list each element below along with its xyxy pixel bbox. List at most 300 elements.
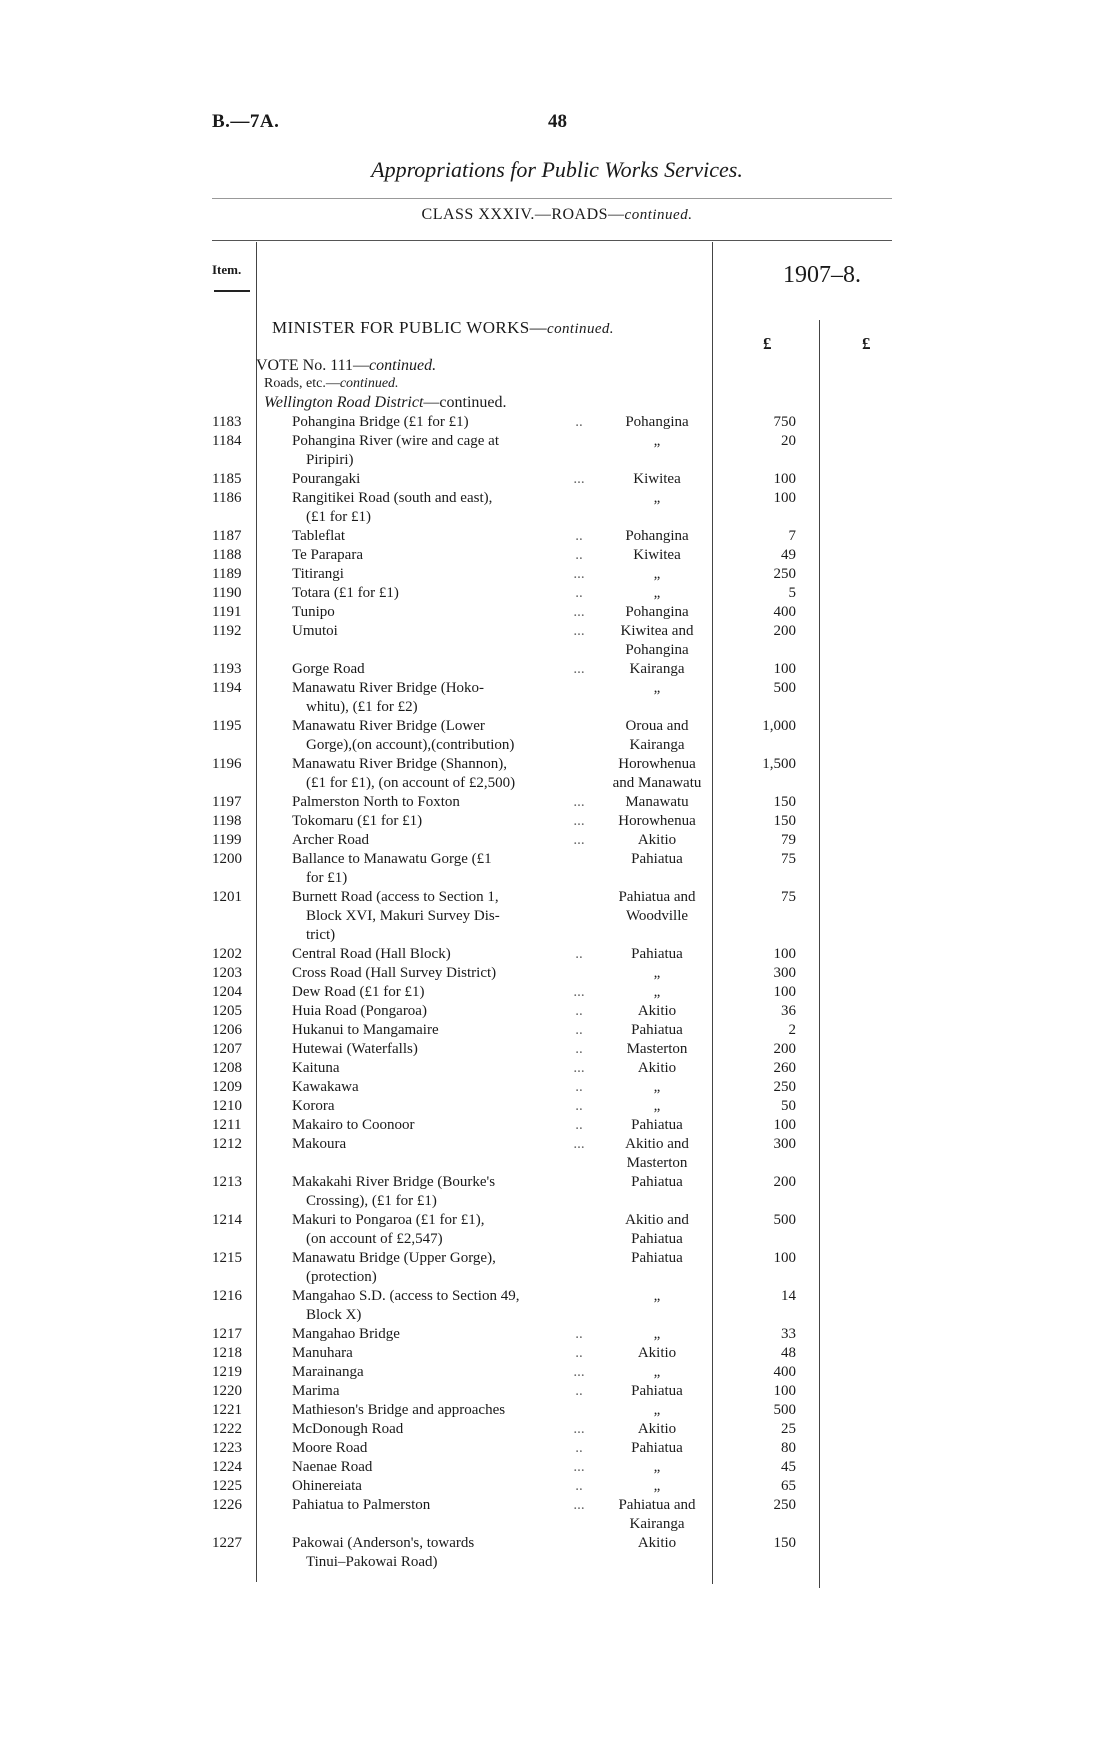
district-line: Akitio — [637, 1535, 677, 1551]
item-description — [292, 584, 594, 603]
description-line: Mangahao Bridge — [292, 1326, 400, 1342]
item-description — [292, 1401, 594, 1420]
item-description — [292, 964, 594, 983]
table-row — [212, 1458, 912, 1477]
table-row — [212, 1021, 912, 1040]
district-line: Pahiatua and — [618, 1497, 696, 1513]
district-line: Pohangina — [625, 604, 689, 620]
item-amount: 200 — [773, 623, 796, 639]
description-line: Archer Road — [292, 832, 370, 848]
district-line: Pahiatua — [631, 1250, 683, 1266]
description-line: McDonough Road — [292, 1421, 404, 1437]
vote-heading-cont: continued. — [369, 357, 437, 374]
table-row — [212, 1382, 912, 1401]
item-amount: 400 — [773, 604, 796, 620]
item-description — [292, 1363, 594, 1382]
description-line: for £1) — [306, 870, 348, 886]
item-amount: 250 — [773, 1079, 796, 1095]
item-description — [292, 1078, 594, 1097]
leader-dots: .. — [575, 585, 583, 601]
pound-sign-column-2: £ — [862, 334, 871, 353]
item-number: 1223 — [212, 1440, 242, 1456]
item-number: 1184 — [212, 433, 242, 449]
description-line: Palmerston North to Foxton — [292, 794, 460, 810]
leader-dots: ... — [573, 1497, 585, 1513]
leader-dots: .. — [575, 1326, 583, 1342]
item-amount: 100 — [773, 471, 796, 487]
district-line: Kairanga — [629, 737, 685, 753]
description-line: Tunipo — [292, 604, 335, 620]
item-number: 1224 — [212, 1459, 242, 1475]
item-number: 1194 — [212, 680, 242, 696]
description-line: Dew Road (£1 for £1) — [292, 984, 425, 1000]
item-amount: 75 — [781, 851, 796, 867]
item-number: 1226 — [212, 1497, 242, 1513]
table-row — [212, 527, 912, 546]
leader-dots: .. — [575, 1003, 583, 1019]
pound-sign-column-1: £ — [763, 334, 772, 353]
item-amount: 1,500 — [762, 756, 796, 772]
item-description — [292, 850, 594, 888]
item-number: 1203 — [212, 965, 242, 981]
district-line: „ — [653, 1288, 661, 1304]
item-number: 1206 — [212, 1022, 242, 1038]
district-line: „ — [653, 566, 661, 582]
section-heading-main: MINISTER FOR PUBLIC WORKS— — [272, 318, 548, 337]
item-number: 1208 — [212, 1060, 242, 1076]
item-number: 1207 — [212, 1041, 242, 1057]
description-line: whitu), (£1 for £2) — [306, 699, 418, 715]
item-description — [292, 1249, 594, 1287]
item-description — [292, 1287, 594, 1325]
table-row — [212, 888, 912, 945]
description-line: Rangitikei Road (south and east), — [292, 490, 493, 506]
district-line: „ — [653, 1326, 661, 1342]
item-description — [292, 1420, 594, 1439]
item-amount: 300 — [773, 1136, 796, 1152]
table-row — [212, 413, 912, 432]
description-line: Cross Road (Hall Survey District) — [292, 965, 497, 981]
description-line: Te Parapara — [292, 547, 363, 563]
item-column-header: Item. — [212, 262, 242, 277]
description-line: Makakahi River Bridge (Bourke's — [292, 1174, 496, 1190]
item-number: 1197 — [212, 794, 242, 810]
item-description — [292, 489, 594, 527]
leader-dots: .. — [575, 1041, 583, 1057]
description-line: Naenae Road — [292, 1459, 373, 1475]
table-row — [212, 964, 912, 983]
page-title: Appropriations for Public Works Services. — [371, 157, 743, 182]
district-heading-main: Wellington Road District — [264, 394, 424, 411]
item-description — [292, 1534, 594, 1572]
item-description — [292, 1496, 594, 1515]
item-description — [292, 1211, 594, 1249]
item-amount: 65 — [781, 1478, 796, 1494]
description-line: Block X) — [306, 1307, 362, 1323]
description-line: Burnett Road (access to Section 1, — [292, 889, 499, 905]
description-line: Kawakawa — [292, 1079, 359, 1095]
description-line: (£1 for £1) — [306, 509, 371, 525]
item-description — [292, 1477, 594, 1496]
table-row — [212, 565, 912, 584]
item-amount: 100 — [773, 1383, 796, 1399]
item-description — [292, 1059, 594, 1078]
leader-dots: .. — [575, 1478, 583, 1494]
table-row — [212, 1287, 912, 1325]
item-amount: 75 — [781, 889, 796, 905]
item-number: 1185 — [212, 471, 242, 487]
item-description — [292, 812, 594, 831]
leader-dots: ... — [573, 984, 585, 1000]
item-amount: 250 — [773, 1497, 796, 1513]
table-row — [212, 1078, 912, 1097]
item-amount: 25 — [781, 1421, 796, 1437]
year-column-header: 1907–8. — [783, 262, 861, 288]
table-row — [212, 546, 912, 565]
item-number: 1219 — [212, 1364, 242, 1380]
description-line: Central Road (Hall Block) — [292, 946, 451, 962]
item-number: 1214 — [212, 1212, 242, 1228]
leader-dots: .. — [575, 1345, 583, 1361]
item-description — [292, 413, 594, 432]
description-line: Block XVI, Makuri Survey Dis- — [306, 908, 500, 924]
item-amount: 500 — [773, 680, 796, 696]
item-amount: 2 — [788, 1022, 796, 1038]
item-number: 1227 — [212, 1535, 242, 1551]
district-line: Pahiatua — [631, 851, 683, 867]
item-amount: 36 — [781, 1003, 796, 1019]
appropriation-items — [212, 413, 912, 1572]
district-line: „ — [653, 585, 661, 601]
item-number: 1215 — [212, 1250, 242, 1266]
leader-dots: .. — [575, 1022, 583, 1038]
item-description — [292, 1439, 594, 1458]
item-description — [292, 1173, 594, 1211]
description-line: Tokomaru (£1 for £1) — [292, 813, 423, 829]
description-line: Umutoi — [292, 623, 338, 639]
item-amount: 150 — [773, 1535, 796, 1551]
description-line: Huia Road (Pongaroa) — [292, 1003, 427, 1019]
item-description — [292, 1040, 594, 1059]
item-number: 1192 — [212, 623, 242, 639]
item-description — [292, 755, 594, 793]
item-description — [292, 1382, 594, 1401]
item-amount: 48 — [781, 1345, 796, 1361]
table-row — [212, 432, 912, 470]
vote-heading-main: VOTE No. 111— — [256, 357, 370, 374]
section-heading-cont: continued. — [547, 321, 614, 337]
table-row — [212, 1002, 912, 1021]
district-line: Horowhenua — [618, 813, 696, 829]
table-row — [212, 679, 912, 717]
description-line: Manawatu River Bridge (Lower — [292, 718, 485, 734]
item-number: 1211 — [212, 1117, 242, 1133]
item-amount: 150 — [773, 794, 796, 810]
leader-dots: .. — [575, 528, 583, 544]
roads-heading-main: Roads, etc.— — [264, 376, 340, 391]
leader-dots: ... — [573, 566, 585, 582]
district-line: Kiwitea — [633, 547, 681, 563]
description-line: Gorge Road — [292, 661, 365, 677]
table-row — [212, 1249, 912, 1287]
table-row — [212, 1097, 912, 1116]
item-number: 1183 — [212, 414, 242, 430]
table-row — [212, 1344, 912, 1363]
district-line: Akitio — [637, 1345, 677, 1361]
item-amount: 100 — [773, 490, 796, 506]
district-line: Pohangina — [625, 414, 689, 430]
leader-dots: .. — [575, 1383, 583, 1399]
item-description — [292, 470, 594, 489]
district-line: „ — [653, 1459, 661, 1475]
district-line: Kiwitea and — [620, 623, 694, 639]
item-description — [292, 945, 594, 964]
leader-dots: .. — [575, 1117, 583, 1133]
leader-dots: ... — [573, 604, 585, 620]
table-row — [212, 1420, 912, 1439]
leader-dots: ... — [573, 1136, 585, 1152]
item-number: 1199 — [212, 832, 242, 848]
item-number: 1188 — [212, 547, 242, 563]
district-line: „ — [653, 1478, 661, 1494]
item-description — [292, 831, 594, 850]
district-line: Pahiatua — [631, 1231, 683, 1247]
district-line: Horowhenua — [618, 756, 696, 772]
district-line: Manawatu — [625, 794, 689, 810]
item-amount: 5 — [788, 585, 796, 601]
document-reference: B.—7A. — [212, 111, 280, 132]
item-description — [292, 1116, 594, 1135]
item-amount: 300 — [773, 965, 796, 981]
item-description — [292, 1135, 594, 1154]
item-description — [292, 660, 594, 679]
item-amount: 1,000 — [762, 718, 796, 734]
district-line: Kairanga — [629, 1516, 685, 1532]
section-heading — [272, 318, 614, 338]
table-row — [212, 1401, 912, 1420]
table-row — [212, 1477, 912, 1496]
leader-dots: ... — [573, 1421, 585, 1437]
district-line: Akitio — [637, 1060, 677, 1076]
leader-dots: ... — [573, 1364, 585, 1380]
description-line: (protection) — [306, 1269, 377, 1285]
item-amount: 100 — [773, 984, 796, 1000]
district-line: Pahiatua — [631, 1174, 683, 1190]
table-row — [212, 1135, 912, 1173]
item-description — [292, 622, 594, 641]
district-line: Masterton — [626, 1041, 688, 1057]
table-row — [212, 850, 912, 888]
item-description — [292, 1458, 594, 1477]
description-line: Gorge),(on account),(contribution) — [306, 737, 515, 753]
item-amount: 7 — [788, 528, 796, 544]
item-description — [292, 546, 594, 565]
description-line: Korora — [292, 1098, 335, 1114]
roads-heading-cont: continued. — [339, 376, 399, 391]
item-number: 1204 — [212, 984, 242, 1000]
description-line: Totara (£1 for £1) — [292, 585, 399, 601]
district-line: Oroua and — [625, 718, 689, 734]
item-amount: 200 — [773, 1041, 796, 1057]
item-description — [292, 603, 594, 622]
district-line: Akitio and — [625, 1212, 689, 1228]
description-line: Manawatu River Bridge (Shannon), — [292, 756, 507, 772]
item-amount: 260 — [773, 1060, 796, 1076]
item-number: 1209 — [212, 1079, 242, 1095]
item-number: 1205 — [212, 1003, 242, 1019]
district-line: Woodville — [625, 908, 689, 924]
description-line: Pakowai (Anderson's, towards — [292, 1535, 475, 1551]
district-line: Kiwitea — [633, 471, 681, 487]
district-line: Pahiatua — [631, 1022, 683, 1038]
item-description — [292, 527, 594, 546]
description-line: Makairo to Coonoor — [292, 1117, 415, 1133]
item-number: 1189 — [212, 566, 242, 582]
item-amount: 79 — [781, 832, 796, 848]
description-line: Pahiatua to Palmerston — [292, 1497, 431, 1513]
table-row — [212, 1211, 912, 1249]
description-line: (on account of £2,547) — [306, 1231, 443, 1247]
item-header-underline — [214, 290, 250, 292]
district-line: Akitio — [637, 1421, 677, 1437]
item-amount: 400 — [773, 1364, 796, 1380]
leader-dots: .. — [575, 547, 583, 563]
item-number: 1216 — [212, 1288, 242, 1304]
description-line: Hutewai (Waterfalls) — [292, 1041, 418, 1057]
table-row — [212, 660, 912, 679]
item-amount: 500 — [773, 1212, 796, 1228]
description-line: Manawatu River Bridge (Hoko- — [292, 680, 485, 696]
item-amount: 750 — [773, 414, 796, 430]
item-description — [292, 793, 594, 812]
table-row — [212, 755, 912, 793]
table-row — [212, 1534, 912, 1572]
item-number: 1191 — [212, 604, 242, 620]
item-amount: 100 — [773, 1117, 796, 1133]
item-amount: 100 — [773, 661, 796, 677]
description-line: Manuhara — [292, 1345, 353, 1361]
vote-heading — [256, 357, 436, 375]
item-amount: 100 — [773, 1250, 796, 1266]
district-line: and Manawatu — [612, 775, 702, 791]
item-number: 1200 — [212, 851, 242, 867]
description-line: Tinui–Pakowai Road) — [306, 1554, 438, 1570]
leader-dots: .. — [575, 1440, 583, 1456]
item-amount: 250 — [773, 566, 796, 582]
description-line: Pohangina Bridge (£1 for £1) — [292, 414, 469, 430]
table-row — [212, 1116, 912, 1135]
description-line: Mathieson's Bridge and approaches — [292, 1402, 506, 1418]
item-number: 1217 — [212, 1326, 242, 1342]
table-row — [212, 945, 912, 964]
item-number: 1222 — [212, 1421, 242, 1437]
table-row — [212, 793, 912, 812]
page-number: 48 — [548, 111, 567, 132]
district-line: Pahiatua — [631, 1117, 683, 1133]
description-line: Marima — [292, 1383, 340, 1399]
item-number: 1225 — [212, 1478, 242, 1494]
item-amount: 45 — [781, 1459, 796, 1475]
leader-dots: .. — [575, 1079, 583, 1095]
district-line: Pohangina — [625, 528, 689, 544]
description-line: Marainanga — [292, 1364, 364, 1380]
description-line: Ohinereiata — [292, 1478, 362, 1494]
item-description — [292, 717, 594, 755]
table-row — [212, 812, 912, 831]
item-amount: 20 — [781, 433, 796, 449]
leader-dots: ... — [573, 471, 585, 487]
leader-dots: ... — [573, 1459, 585, 1475]
item-amount: 100 — [773, 946, 796, 962]
district-line: „ — [653, 984, 661, 1000]
leader-dots: ... — [573, 813, 585, 829]
district-line: „ — [653, 1079, 661, 1095]
table-row — [212, 1040, 912, 1059]
item-number: 1187 — [212, 528, 242, 544]
district-line: „ — [653, 490, 661, 506]
district-line: „ — [653, 1402, 661, 1418]
item-amount: 14 — [781, 1288, 796, 1304]
item-amount: 50 — [781, 1098, 796, 1114]
table-row — [212, 1173, 912, 1211]
district-line: Akitio — [637, 832, 677, 848]
description-line: Piripiri) — [306, 452, 354, 468]
leader-dots: ... — [573, 623, 585, 639]
description-line: Kaituna — [292, 1060, 340, 1076]
item-number: 1196 — [212, 756, 242, 772]
table-row — [212, 717, 912, 755]
description-line: Pohangina River (wire and cage at — [292, 433, 500, 449]
district-line: Pahiatua — [631, 1440, 683, 1456]
district-line: Pahiatua — [631, 1383, 683, 1399]
district-line: Kairanga — [629, 661, 685, 677]
item-number: 1190 — [212, 585, 242, 601]
leader-dots: .. — [575, 414, 583, 430]
class-heading-cont: continued. — [624, 207, 693, 223]
item-number: 1195 — [212, 718, 242, 734]
item-number: 1202 — [212, 946, 242, 962]
item-description — [292, 1344, 594, 1363]
description-line: (£1 for £1), (on account of £2,500) — [306, 775, 516, 791]
district-line: Pahiatua — [631, 946, 683, 962]
district-heading-cont: —continued. — [423, 394, 507, 411]
leader-dots: ... — [573, 1060, 585, 1076]
item-amount: 200 — [773, 1174, 796, 1190]
table-row — [212, 1059, 912, 1078]
item-number: 1212 — [212, 1136, 242, 1152]
description-line: trict) — [306, 927, 336, 943]
description-line: Hukanui to Mangamaire — [292, 1022, 439, 1038]
district-line: „ — [653, 433, 661, 449]
table-row — [212, 831, 912, 850]
item-number: 1218 — [212, 1345, 242, 1361]
item-description — [292, 565, 594, 584]
item-description — [292, 1325, 594, 1344]
leader-dots: .. — [575, 1098, 583, 1114]
item-number: 1201 — [212, 889, 242, 905]
item-amount: 500 — [773, 1402, 796, 1418]
item-description — [292, 679, 594, 717]
item-number: 1198 — [212, 813, 242, 829]
description-line: Moore Road — [292, 1440, 368, 1456]
item-number: 1193 — [212, 661, 242, 677]
description-line: Manawatu Bridge (Upper Gorge), — [292, 1250, 496, 1266]
item-amount: 33 — [781, 1326, 796, 1342]
description-line: Makuri to Pongaroa (£1 for £1), — [292, 1212, 485, 1228]
table-top-rule — [212, 240, 892, 241]
leader-dots: .. — [575, 946, 583, 962]
district-line: „ — [653, 965, 661, 981]
